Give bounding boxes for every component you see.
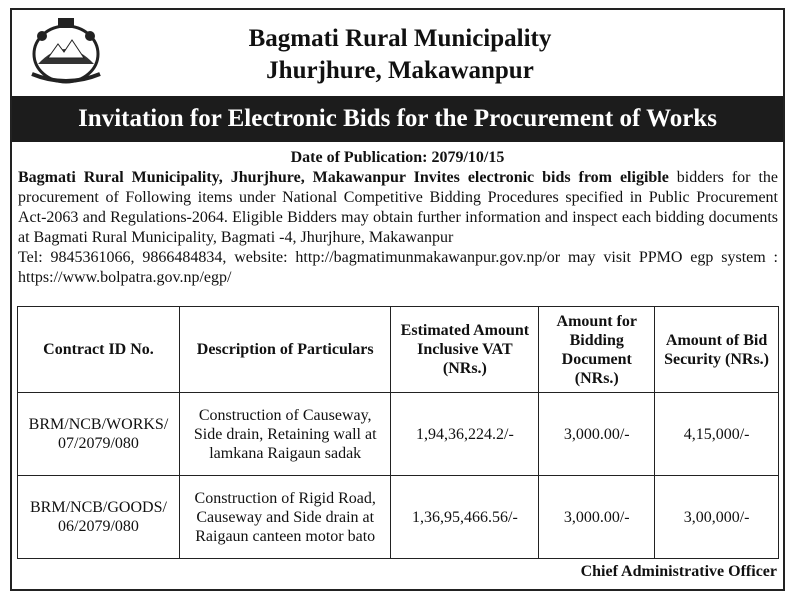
table-header-row <box>18 307 779 393</box>
notice-intro-rest: bidders for the procurement of Following items under National Competitive Bidding Procedures specified in Public Procurement Act-2063 and Regulations-2064. Eligible Bidders may obtain further information and inspect each bidding documents at Bagmati Rural Municipality, Bagmati -4, Jhurjhure, Makawanpur <box>18 169 779 246</box>
header-bid-security: Amount of Bid Security (NRs.) <box>655 307 779 393</box>
cell-contract-id: BRM/NCB/WORKS/ 07/2079/080 <box>18 393 180 476</box>
notice-body <box>18 168 778 288</box>
header-estimated-amount: Estimated Amount Inclusive VAT (NRs.) <box>391 307 539 393</box>
cell-bid-security: 4,15,000/- <box>655 393 779 476</box>
cell-document-amount: 3,000.00/- <box>539 476 655 559</box>
notice-title: Invitation for Electronic Bids for the Procurement of Works <box>12 96 783 142</box>
cell-estimated-amount: 1,94,36,224.2/- <box>391 393 539 476</box>
org-address: Jhurjhure, Makawanpur <box>266 57 534 84</box>
header-description: Description of Particulars <box>179 307 391 393</box>
cell-estimated-amount: 1,36,95,466.56/- <box>391 476 539 559</box>
bids-table <box>17 306 779 559</box>
org-name: Bagmati Rural Municipality <box>248 25 552 52</box>
notice-intro-bold: Bagmati Rural Municipality, Jhurjhure, Makawanpur Invites electronic bids from eligible <box>18 169 669 186</box>
cell-bid-security: 3,00,000/- <box>655 476 779 559</box>
cell-description: Construction of Causeway, Side drain, Retaining wall at lamkana Raigaun sadak <box>179 393 391 476</box>
notice-contact: Tel: 9845361066, 9866484834, website: http://bagmatimunmakawanpur.gov.np/or may visit PPMO egp system : https://www.bolpatra.gov.np/egp/ <box>18 249 778 286</box>
publication-date: Date of Publication: 2079/10/15 <box>290 149 505 166</box>
table-row <box>18 476 779 559</box>
table-row <box>18 393 779 476</box>
header-contract-id: Contract ID No. <box>18 307 180 393</box>
signature: Chief Administrative Officer <box>580 563 777 580</box>
cell-document-amount: 3,000.00/- <box>539 393 655 476</box>
cell-contract-id: BRM/NCB/GOODS/ 06/2079/080 <box>18 476 180 559</box>
cell-description: Construction of Rigid Road, Causeway and Side drain at Raigaun canteen motor bato <box>179 476 391 559</box>
government-emblem-icon <box>22 14 110 86</box>
header-document-amount: Amount for Bidding Document (NRs.) <box>539 307 655 393</box>
